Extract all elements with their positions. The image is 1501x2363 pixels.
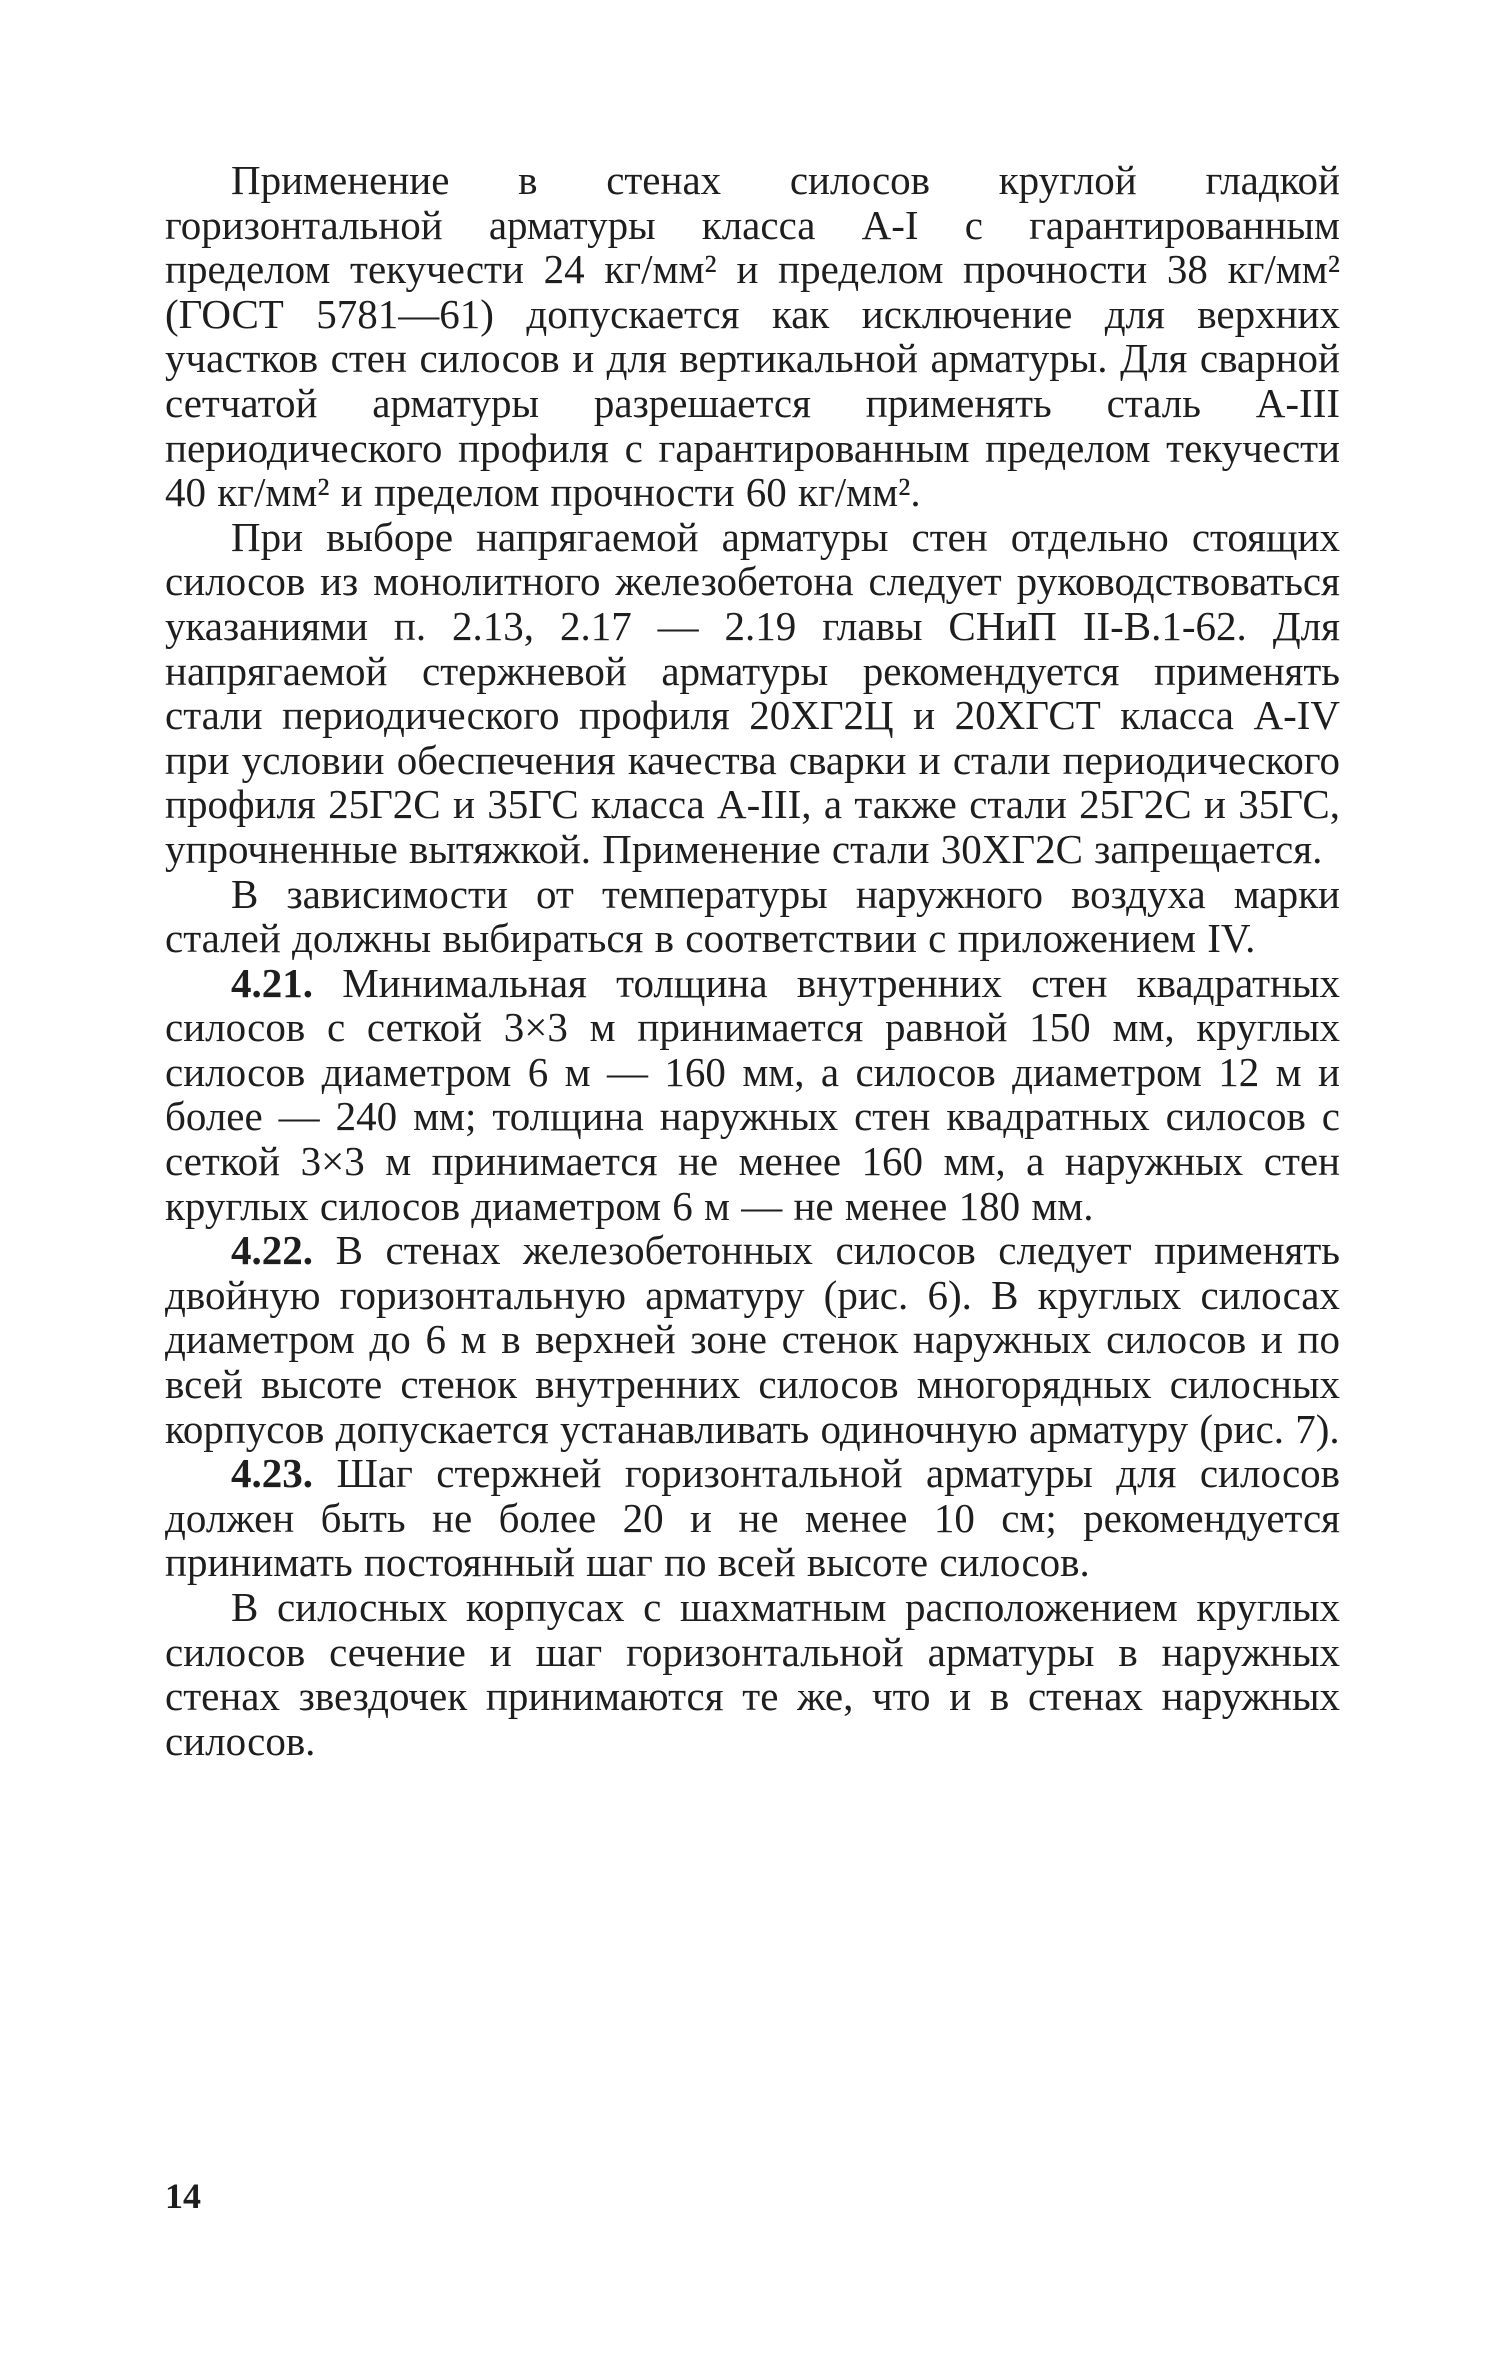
body-text	[165, 158, 1340, 1763]
paragraph-text: При выборе напрягаемой арматуры стен отдельно стоящих силосов из монолитного железобетона следует руководствоваться указаниями п. 2.13, 2.17 — 2.19 главы СНиП II-В.1-62. Для напрягаемой стержневой арматуры рекомендуется применять стали периодического профиля 20ХГ2Ц и 20ХГСТ класса А-IV при условии обеспечения качества сварки и стали периодического профиля 25Г2С и 35ГС класса А-III, а также стали 25Г2С и 35ГС, упрочненные вытяжкой. Применение стали 30ХГ2С запрещается.	[165, 513, 1340, 872]
paragraph-steel-grades-temperature	[165, 872, 1340, 961]
section-number: 4.22.	[231, 1227, 313, 1274]
paragraph-staggered-silos	[165, 1585, 1340, 1763]
paragraph-text: В стенах железобетонных силосов следует применять двойную горизонтальную арматуру (рис. 6). В круглых силосах диаметром до 6 м в верхней зоне стенок наружных силосов и по всей высоте стенок внутренних силосов многорядных силосных корпусов допускается устанавливать одиночную арматуру (рис. 7).	[165, 1227, 1341, 1452]
section-4-21	[165, 961, 1340, 1229]
paragraph-text: В зависимости от температуры наружного воздуха марки сталей должны выбираться в соответствии с приложением IV.	[165, 870, 1340, 962]
paragraph-prestressed-reinforcement	[165, 515, 1340, 872]
section-number: 4.21.	[231, 959, 313, 1006]
paragraph-steel-classes	[165, 158, 1340, 515]
paragraph-text: Шаг стержней горизонтальной арматуры для силосов должен быть не более 20 и не менее 10 см; рекомендуется принимать постоянный шаг по всей высоте силосов.	[165, 1450, 1341, 1586]
paragraph-text: Минимальная толщина внутренних стен квадратных силосов с сеткой 3×3 м принимается равной 150 мм, круглых силосов диаметром 6 м — 160 мм, а силосов диаметром 12 м и более — 240 мм; толщина наружных стен квадратных силосов с сеткой 3×3 м принимается не менее 160 мм, а наружных стен круглых силосов диаметром 6 м — не менее 180 мм.	[165, 959, 1340, 1229]
section-4-23	[165, 1451, 1340, 1585]
paragraph-text: В силосных корпусах с шахматным расположением круглых силосов сечение и шаг горизонтальной арматуры в наружных стенах звездочек принимаются те же, что и в стенах наружных силосов.	[165, 1584, 1340, 1764]
page-number: 14	[165, 2176, 201, 2216]
paragraph-text: Применение в стенах силосов круглой гладкой горизонтальной арматуры класса А-I с гарантированным пределом текучести 24 кг/мм² и пределом прочности 38 кг/мм² (ГОСТ 5781—61) допускается как исключение для верхних участков стен силосов и для вертикальной арматуры. Для сварной сетчатой арматуры разрешается применять сталь А-III периодического профиля с гарантированным пределом текучести 40 кг/мм² и пределом прочности 60 кг/мм².	[165, 157, 1340, 516]
section-number: 4.23.	[231, 1450, 313, 1497]
section-4-22	[165, 1228, 1340, 1451]
